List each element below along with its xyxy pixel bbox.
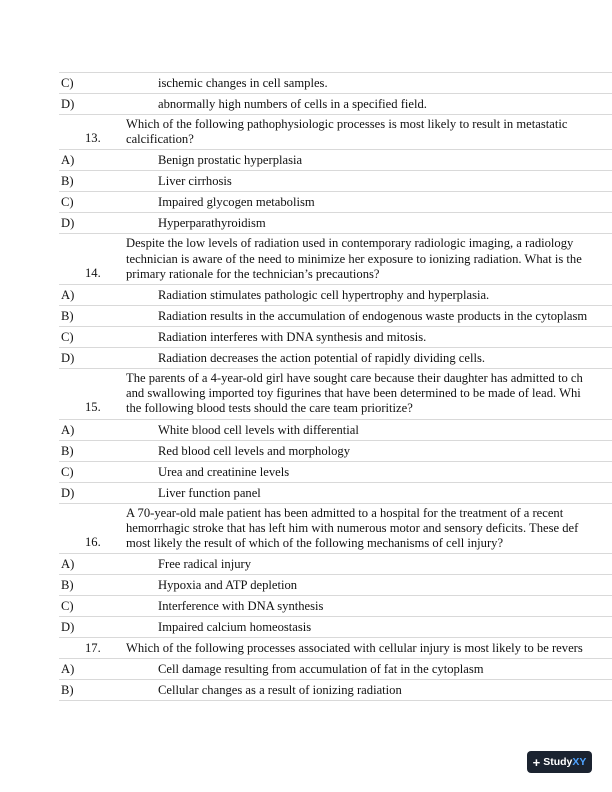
answer-option-row — [59, 595, 612, 616]
question-text-line: The parents of a 4-year-old girl have sought care because their daughter has admitted to ch — [126, 371, 583, 386]
question-row — [59, 368, 612, 419]
option-letter: A) — [61, 662, 75, 677]
question-text-line: hemorrhagic stroke that has left him with numerous motor and sensory deficits. These def — [126, 520, 579, 535]
question-number: 16. — [85, 535, 101, 550]
answer-option-row — [59, 347, 612, 368]
question-number: 13. — [85, 131, 101, 146]
option-text: Interference with DNA synthesis — [158, 599, 324, 614]
answer-option-row — [59, 553, 612, 574]
option-text: Impaired calcium homeostasis — [158, 620, 312, 635]
option-text: Radiation interferes with DNA synthesis and mitosis. — [158, 330, 427, 345]
option-letter: A) — [61, 153, 75, 168]
answer-option-row — [59, 305, 612, 326]
option-text: abnormally high numbers of cells in a specified field. — [158, 97, 427, 111]
question-text — [126, 504, 612, 554]
answer-option-row — [59, 170, 612, 191]
question-text — [126, 369, 612, 419]
question-text-line: A 70-year-old male patient has been admitted to a hospital for the treatment of a recent — [126, 505, 564, 520]
option-text: Liver cirrhosis — [158, 174, 232, 189]
question-number: 17. — [85, 641, 101, 656]
option-letter: C) — [61, 76, 74, 90]
answer-option-row — [59, 212, 612, 233]
option-letter: B) — [61, 683, 74, 698]
question-text-line: calcification? — [126, 132, 194, 147]
option-letter: C) — [61, 195, 74, 210]
option-text: Cell damage resulting from accumulation of fat in the cytoplasm — [158, 662, 484, 677]
option-letter: C) — [61, 330, 74, 345]
option-text: Free radical injury — [158, 557, 252, 572]
answer-option-row — [59, 574, 612, 595]
question-text-line: Which of the following processes associated with cellular injury is most likely to be revers — [126, 641, 583, 656]
answer-option-row — [59, 440, 612, 461]
question-number: 14. — [85, 265, 101, 280]
answer-option-row — [59, 658, 612, 679]
option-letter: A) — [61, 557, 75, 572]
studyxy-logo — [527, 751, 592, 773]
question-row — [59, 233, 612, 284]
answer-option-row — [59, 149, 612, 170]
option-text: Radiation decreases the action potential of rapidly dividing cells. — [158, 351, 485, 366]
question-text-line: primary rationale for the technician’s precautions? — [126, 266, 380, 281]
option-letter: D) — [61, 216, 75, 231]
question-text — [126, 638, 612, 658]
answer-option-row — [59, 326, 612, 347]
answer-option-row — [59, 616, 612, 637]
question-text-line: most likely the result of which of the following mechanisms of cell injury? — [126, 536, 504, 551]
option-text: Benign prostatic hyperplasia — [158, 153, 303, 168]
option-letter: D) — [61, 97, 75, 111]
answer-option-row — [59, 191, 612, 212]
answer-option-row — [59, 461, 612, 482]
logo-text-study: Study — [543, 756, 573, 768]
option-letter: D) — [61, 620, 75, 635]
option-letter: C) — [61, 464, 74, 479]
question-table — [59, 72, 612, 701]
option-letter: C) — [61, 599, 74, 614]
option-letter: D) — [61, 485, 75, 500]
question-row — [59, 637, 612, 658]
option-letter: A) — [61, 288, 75, 303]
question-row — [59, 503, 612, 554]
option-text: Impaired glycogen metabolism — [158, 195, 315, 210]
option-text: Cellular changes as a result of ionizing radiation — [158, 683, 402, 698]
question-text-line: the following blood tests should the care team prioritize? — [126, 401, 413, 416]
option-text: Hypoxia and ATP depletion — [158, 578, 298, 593]
question-text — [126, 234, 612, 284]
option-text: Radiation results in the accumulation of endogenous waste products in the cytoplasm — [158, 309, 588, 324]
option-text: Liver function panel — [158, 485, 261, 500]
option-text: Urea and creatinine levels — [158, 464, 290, 479]
option-letter: B) — [61, 578, 74, 593]
question-number: 15. — [85, 400, 101, 415]
question-text — [126, 115, 612, 149]
answer-option-row — [59, 679, 612, 701]
answer-option-row — [59, 284, 612, 305]
option-text: ischemic changes in cell samples. — [158, 76, 328, 90]
option-text: Hyperparathyroidism — [158, 216, 266, 231]
answer-option-row — [59, 93, 612, 114]
option-letter: D) — [61, 351, 75, 366]
option-letter: B) — [61, 309, 74, 324]
logo-text-xy: XY — [572, 756, 587, 768]
answer-option-row — [59, 72, 612, 93]
option-letter: A) — [61, 422, 75, 437]
option-text: White blood cell levels with differential — [158, 422, 359, 437]
question-text-line: and swallowing imported toy figurines that have been determined to be made of lead. Whi — [126, 386, 581, 401]
question-text-line: Despite the low levels of radiation used in contemporary radiologic imaging, a radiology — [126, 236, 574, 251]
plus-icon: + — [532, 754, 541, 770]
option-text: Radiation stimulates pathologic cell hypertrophy and hyperplasia. — [158, 288, 490, 303]
option-letter: B) — [61, 174, 74, 189]
question-text-line: technician is aware of the need to minimize her exposure to ionizing radiation. What is the — [126, 251, 582, 266]
option-text: Red blood cell levels and morphology — [158, 443, 351, 458]
answer-option-row — [59, 482, 612, 503]
answer-option-row — [59, 419, 612, 440]
option-letter: B) — [61, 443, 74, 458]
question-row — [59, 114, 612, 149]
question-text-line: Which of the following pathophysiologic processes is most likely to result in metastatic — [126, 117, 568, 131]
